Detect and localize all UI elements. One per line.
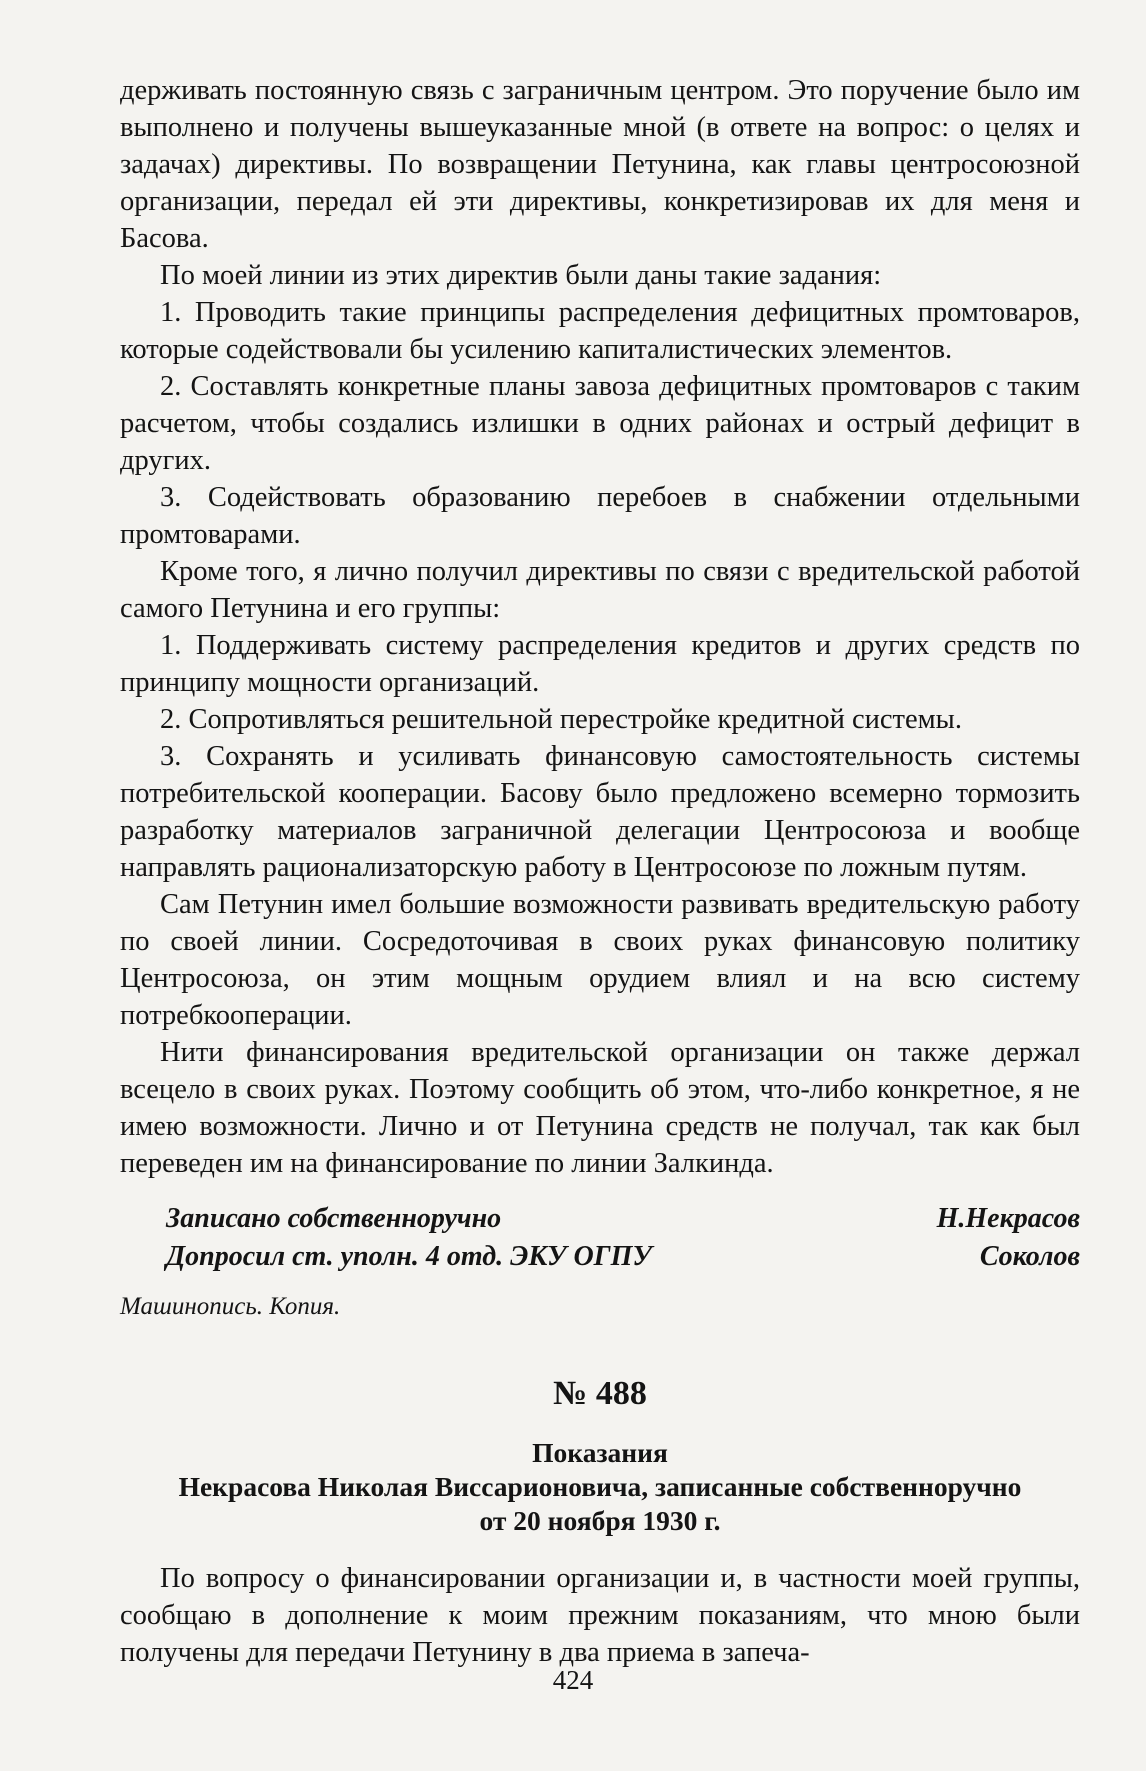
document-subtitle: Некрасова Николая Виссарионовича, записанные собственноручно (178, 1471, 1022, 1502)
list-item: 1. Поддерживать систему распределения кредитов и других средств по принципу мощности организаций. (120, 630, 1080, 698)
paragraph: Нити финансирования вредительской организации он также держал всецело в своих руках. Поэтому сообщить об этом, что-либо конкретное, я не имею возможности. Лично и от Петунина средств не получал, так как был переведен им на финансирование по линии Залкинда. (120, 1037, 1080, 1179)
signature-name: Н.Некрасов (936, 1203, 1080, 1234)
interrogator-label: Допросил ст. уполн. 4 отд. ЭКУ ОГПУ (166, 1241, 652, 1272)
list-item: 1. Проводить такие принципы распределения дефицитных промтоваров, которые содействовали бы усилению капиталистических элементов. (120, 297, 1080, 365)
document-heading (120, 1436, 1080, 1538)
document-number: № 488 (553, 1375, 647, 1412)
paragraph: Сам Петунин имел большие возможности развивать вредительскую работу по своей линии. Сосредоточивая в своих руках финансовую политику Центросоюза, он этим мощным орудием влиял и на всю систему потребкооперации. (120, 889, 1080, 1031)
signature-row (120, 1200, 1080, 1238)
list-item: 2. Сопротивляться решительной перестройке кредитной системы. (160, 704, 962, 735)
document-page (120, 72, 1080, 1671)
document-date: от 20 ноября 1930 г. (479, 1505, 721, 1536)
interrogator-name: Соколов (979, 1241, 1080, 1272)
paragraph: держивать постоянную связь с заграничным центром. Это поручение было им выполнено и получены вышеуказанные мной (в ответе на вопрос: о целях и задачах) директивы. По возвращении Петунина, как главы центросоюзной организации, передал ей эти директивы, конкретизировав их для меня и Басова. (120, 75, 1080, 254)
paragraph: По вопросу о финансировании организации и, в частности моей группы, сообщаю в дополнение к моим прежним показаниям, что мною были получены для передачи Петунину в два приема в запеча- (120, 1563, 1080, 1668)
paragraph: Кроме того, я лично получил директивы по связи с вредительской работой самого Петунина и его группы: (120, 556, 1080, 624)
signature-label: Записано собственноручно (166, 1203, 502, 1234)
signature-row (120, 1238, 1080, 1276)
list-item: 3. Сохранять и усиливать финансовую самостоятельность системы потребительской кооперации. Басову было предложено всемерно тормозить разработку материалов заграничной делегации Центросоюза и вообще направлять рационализаторскую работу в Центросоюзе по ложным путям. (120, 741, 1080, 883)
source-note: Машинопись. Копия. (120, 1293, 341, 1320)
document-title: Показания (532, 1437, 668, 1468)
signature-block (120, 1200, 1080, 1276)
list-item: 2. Составлять конкретные планы завоза дефицитных промтоваров с таким расчетом, чтобы создались излишки в одних районах и острый дефицит в других. (120, 371, 1080, 476)
paragraph: По моей линии из этих директив были даны такие задания: (160, 260, 882, 291)
page-number: 424 (552, 1665, 594, 1695)
list-item: 3. Содействовать образованию перебоев в снабжении отдельными промтоварами. (120, 482, 1080, 550)
